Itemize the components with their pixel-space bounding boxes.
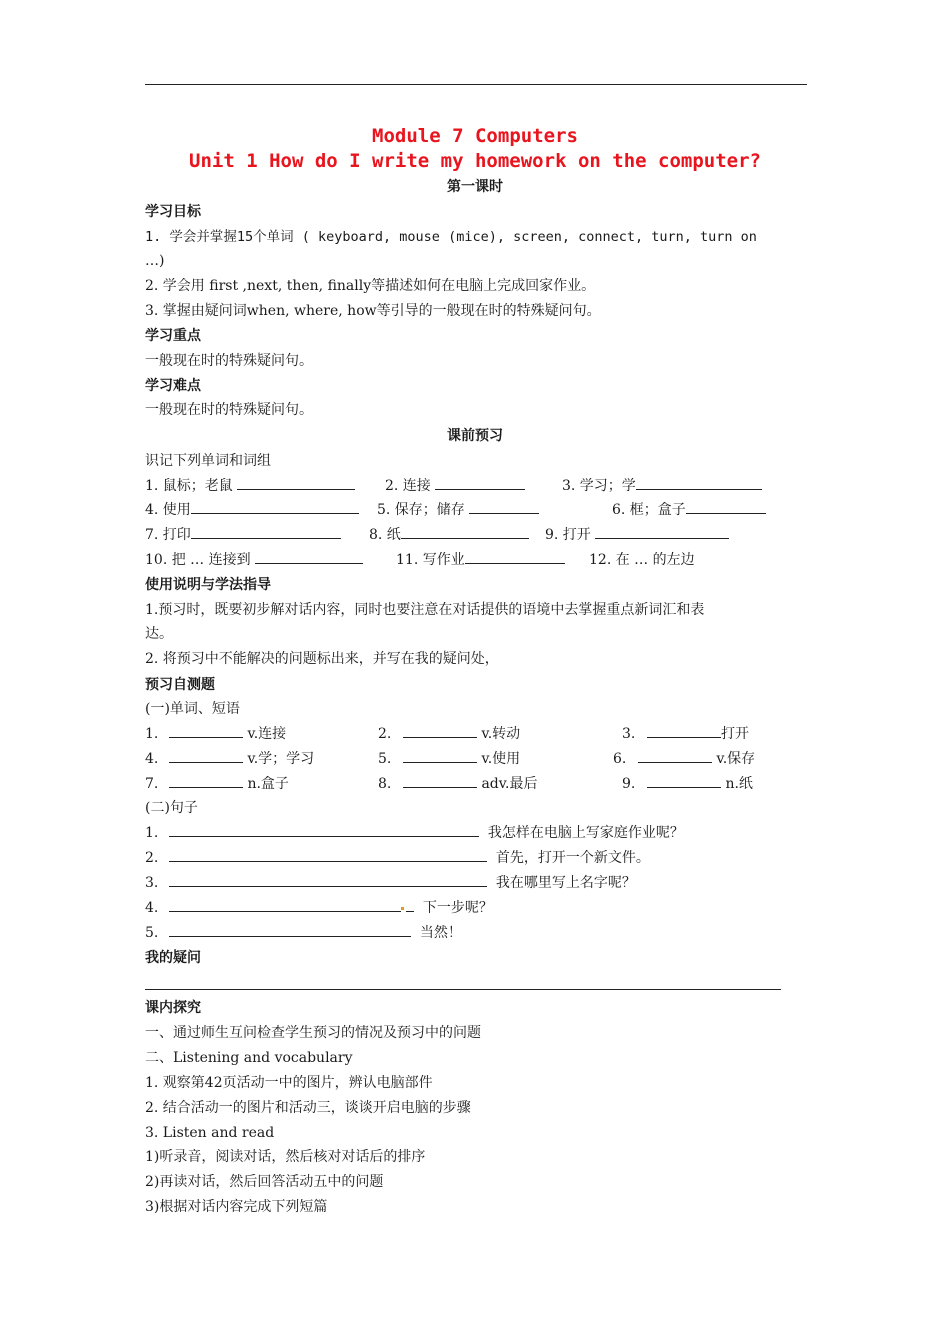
- vocab-item: 1. 鼠标；老鼠: [145, 478, 233, 494]
- inquiry-line: 1. 观察第42页活动一中的图片，辨认电脑部件: [145, 1075, 433, 1091]
- sentence-hint: 当然！: [419, 925, 462, 941]
- answer-blank[interactable]: [465, 548, 565, 564]
- instruction-1-cont: 达。: [145, 626, 173, 642]
- inquiry-line: 一、通过师生互问检查学生预习的情况及预习中的问题: [145, 1025, 481, 1041]
- item-number: 6.: [613, 751, 627, 767]
- word-hint: n.纸: [725, 776, 753, 792]
- answer-blank[interactable]: [169, 896, 401, 912]
- item-number: 5.: [145, 925, 159, 941]
- lesson-label: 第一课时: [447, 179, 503, 195]
- answer-blank[interactable]: [435, 474, 525, 490]
- vocab-item: 7. 打印: [145, 527, 191, 543]
- instruction-2: 2. 将预习中不能解决的问题标出来，并写在我的疑问处，: [145, 651, 499, 667]
- answer-blank[interactable]: [647, 722, 721, 738]
- vocab-item: 9. 打开: [545, 527, 591, 543]
- answer-blank[interactable]: [401, 523, 529, 539]
- word-hint: n.盒子: [247, 776, 289, 792]
- answer-blank[interactable]: [636, 474, 762, 490]
- answer-blank[interactable]: [169, 871, 487, 887]
- sentence-hint: 首先，打开一个新文件。: [495, 850, 650, 866]
- self-test-heading: 预习自测题: [145, 677, 215, 693]
- item-number: 5.: [378, 751, 392, 767]
- inquiry-line: 二、Listening and vocabulary: [145, 1050, 353, 1066]
- module-title: Module 7 Computers: [372, 125, 578, 147]
- difficulty-heading: 学习难点: [145, 378, 201, 394]
- mark-dot: [401, 907, 404, 910]
- inquiry-line: 2)再读对话，然后回答活动五中的问题: [145, 1174, 384, 1190]
- word-hint: v.保存: [716, 751, 756, 767]
- answer-blank[interactable]: [469, 498, 539, 514]
- sentence-hint: 我怎样在电脑上写家庭作业呢？: [487, 825, 684, 841]
- answer-blank[interactable]: [647, 772, 721, 788]
- item-number: 4.: [145, 751, 159, 767]
- answer-blank[interactable]: [403, 722, 477, 738]
- word-hint: 打开: [721, 726, 749, 742]
- unit-title: Unit 1 How do I write my homework on the computer?: [189, 150, 761, 172]
- answer-blank[interactable]: [686, 498, 766, 514]
- inquiry-line: 3)根据对话内容完成下列短篇: [145, 1199, 328, 1215]
- instruction-1: 1.预习时，既要初步解对话内容，同时也要注意在对话提供的语境中去掌握重点新词汇和表: [145, 602, 705, 618]
- inquiry-line: 1)听录音，阅读对话，然后核对对话后的排序: [145, 1149, 426, 1165]
- item-number: 2.: [378, 726, 392, 742]
- key-point-text: 一般现在时的特殊疑问句。: [145, 353, 313, 369]
- instructions-heading: 使用说明与学法指导: [145, 577, 271, 593]
- vocab-item: 5. 保存；储存: [377, 502, 465, 518]
- part-sentences-heading: (二)句子: [145, 800, 198, 816]
- word-hint: adv.最后: [481, 776, 538, 792]
- vocab-item: 4. 使用: [145, 502, 191, 518]
- questions-answer-line[interactable]: [145, 989, 781, 990]
- vocab-item: 8. 纸: [369, 527, 401, 543]
- sentence-hint: 下一步呢？: [422, 900, 493, 916]
- answer-blank[interactable]: [169, 722, 243, 738]
- vocab-item: 3. 学习；学: [562, 478, 636, 494]
- answer-blank[interactable]: [595, 523, 729, 539]
- difficulty-text: 一般现在时的特殊疑问句。: [145, 402, 313, 418]
- answer-blank[interactable]: [255, 548, 363, 564]
- vocab-item: 10. 把 … 连接到: [145, 552, 251, 568]
- answer-blank[interactable]: [169, 747, 243, 763]
- vocab-item: 6. 框；盒子: [612, 502, 686, 518]
- part-words-heading: (一)单词、短语: [145, 701, 240, 717]
- inquiry-line: 3. Listen and read: [145, 1125, 275, 1141]
- key-point-heading: 学习重点: [145, 328, 201, 344]
- answer-blank[interactable]: [406, 896, 414, 912]
- sentence-hint: 我在哪里写上名字呢？: [495, 875, 636, 891]
- word-hint: v.学；学习: [247, 751, 315, 767]
- word-hint: v.连接: [247, 726, 287, 742]
- goal-3: 3. 掌握由疑问词when, where, how等引导的一般现在时的特殊疑问句。: [145, 303, 601, 319]
- item-number: 7.: [145, 776, 159, 792]
- answer-blank[interactable]: [403, 772, 477, 788]
- item-number: 3.: [622, 726, 636, 742]
- goal-2: 2. 学会用 first ,next, then, finally等描述如何在电脑上完成回家作业。: [145, 278, 596, 294]
- goals-heading: 学习目标: [145, 204, 201, 220]
- word-hint: v.使用: [481, 751, 521, 767]
- answer-blank[interactable]: [169, 772, 243, 788]
- preview-intro: 识记下列单词和词组: [145, 453, 271, 469]
- top-rule: [145, 84, 807, 85]
- answer-blank[interactable]: [191, 523, 341, 539]
- item-number: 4.: [145, 900, 159, 916]
- answer-blank[interactable]: [638, 747, 712, 763]
- vocab-item: 2. 连接: [385, 478, 431, 494]
- answer-blank[interactable]: [169, 821, 479, 837]
- goal-1: 1. 学会并掌握15个单词 ( keyboard, mouse (mice), screen, connect, turn, turn on: [145, 229, 757, 245]
- questions-heading: 我的疑问: [145, 950, 201, 966]
- answer-blank[interactable]: [169, 846, 487, 862]
- answer-blank[interactable]: [237, 474, 355, 490]
- item-number: 8.: [378, 776, 392, 792]
- inquiry-heading: 课内探究: [145, 1000, 201, 1016]
- item-number: 2.: [145, 850, 159, 866]
- item-number: 1.: [145, 825, 159, 841]
- preview-heading: 课前预习: [447, 428, 503, 444]
- inquiry-line: 2. 结合活动一的图片和活动三，谈谈开启电脑的步骤: [145, 1100, 471, 1116]
- item-number: 3.: [145, 875, 159, 891]
- answer-blank[interactable]: [191, 498, 359, 514]
- answer-blank[interactable]: [403, 747, 477, 763]
- vocab-item: 11. 写作业: [396, 552, 465, 568]
- item-number: 9.: [622, 776, 636, 792]
- goal-1-cont: …): [145, 253, 165, 269]
- word-hint: v.转动: [481, 726, 521, 742]
- answer-blank[interactable]: [169, 921, 411, 937]
- vocab-item: 12. 在 … 的左边: [589, 552, 695, 568]
- item-number: 1.: [145, 726, 159, 742]
